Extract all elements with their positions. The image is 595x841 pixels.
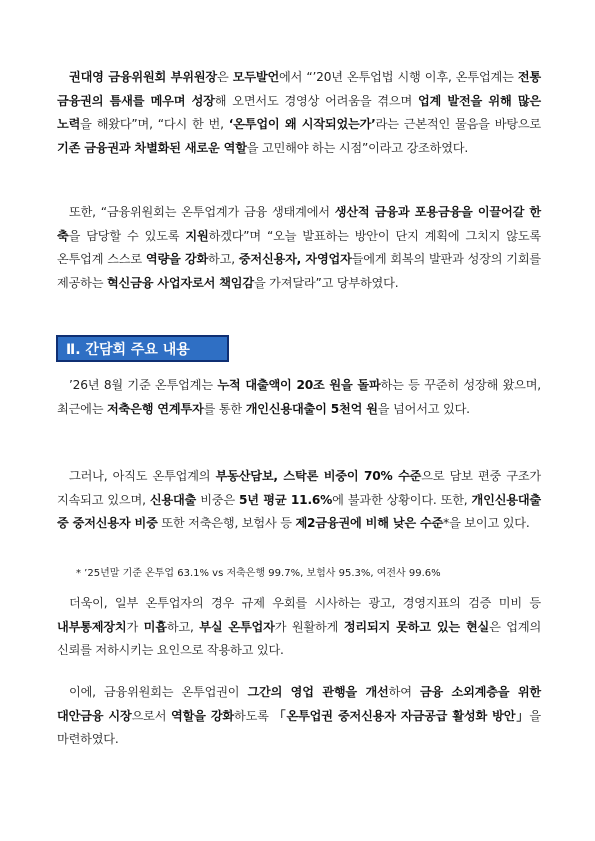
body-text: 를 통한 [203,401,246,416]
paragraph-collateral-concentration [57,465,541,536]
body-text: 하도록 [234,708,274,723]
body-text: 더욱이, 일부 온투업자의 경우 규제 우회를 시사하는 광고, 경영지표의 검증 미비 등 [69,596,541,610]
emphasis-text: 그간의 영업 관행을 개선 [247,685,389,699]
body-text: 을 넘어서고 있다. [377,401,470,416]
body-text: 라는 근본적인 물음을 바탕으로 [375,117,541,131]
emphasis-text: 혁신금융 사업자로서 책임감 [106,275,254,290]
emphasis-text: 「온투업권 중저신용자 자금공급 활성화 방안」 [273,708,530,723]
body-text: 비중은 [196,492,239,507]
emphasis-text: 부실 온투업자 [199,619,275,634]
emphasis-text: 제2금융권에 비해 낮은 수준 [295,516,444,530]
body-text: 을 마련하였다. [57,708,541,746]
body-text: 또한, “금융위원회는 온투업계가 금융 생태계에서 [69,205,335,219]
emphasis-text: 저축은행 연계투자 [106,401,204,416]
body-text: 을 고민해야 하는 시점”이라고 강조하였다. [246,140,469,155]
body-text: 을 해왔다”며, “다시 한 번, [80,117,229,131]
section-heading-box [56,335,229,362]
emphasis-text: 정리되지 못하고 있는 현실 [343,619,490,634]
paragraph-vice-chair-remarks [57,66,541,160]
emphasis-text: 미흡 [143,619,167,634]
emphasis-text: 역할을 강화 [171,708,235,723]
body-text: *을 보이고 있다. [443,516,530,530]
emphasis-text: 내부통제장치 [57,619,127,634]
footnote: * ’25년말 기준 온투업 63.1% vs 저축은행 99.7%, 보험사 95.3%, 여전사 99.6% [76,568,441,579]
paragraph-industry-growth [57,374,541,421]
emphasis-text: 전통 금융권의 틈새를 메우며 성장 [57,70,542,108]
body-text: 하여 [388,685,420,699]
paragraph-internal-control [57,592,541,663]
paragraph-support-request [57,201,541,295]
body-text: 은 업계의 신뢰를 저하시키는 요인으로 작용하고 있다. [57,619,542,657]
body-text: 을 담당할 수 있도록 [68,228,186,243]
body-text: 하고, [208,252,239,266]
body-text: 또한 저축은행, 보험사 등 [157,516,296,530]
body-text: 에서 “’20년 온투업법 시행 이후, 온투업계는 [279,70,518,84]
emphasis-text: 부동산담보, 스탁론 비중이 70% 수준 [215,469,422,483]
body-text: 에 불과한 상황이다. 또한, [332,492,472,507]
emphasis-text: 5년 평균 11.6% [239,492,333,507]
body-text: 이에, 금융위원회는 온투업권이 [69,685,248,699]
body-text: 을 가져달라”고 당부하였다. [253,275,399,290]
body-text: 가 [126,619,144,634]
paragraph-policy-measures [57,681,541,752]
emphasis-text: ‘온투업이 왜 시작되었는가’ [228,117,376,131]
emphasis-text: 지원 [185,228,209,243]
emphasis-text: 개인신용대출 중 중저신용자 비중 [57,492,541,530]
emphasis-text: 권대영 금융위원회 부위원장 [69,70,217,84]
emphasis-text: 모두발언 [232,70,280,84]
body-text: 으로 담보 편중 구조가 지속되고 있으며, [57,469,541,507]
body-text: 가 원활하게 [274,619,344,634]
section-heading: Ⅱ. 간담회 주요 내용 [66,341,190,358]
emphasis-text: 금융 소외계층을 위한 대안금융 시장 [57,685,541,723]
emphasis-text: 업계 발전을 위해 많은 노력 [57,93,541,131]
body-text: 들에게 회복의 발판과 성장의 기회를 제공하는 [57,252,541,290]
emphasis-text: 누적 대출액이 20조 원을 돌파 [217,378,381,392]
body-text: 으로서 [131,708,172,723]
body-text: 하겠다”며 “오늘 발표하는 방안이 단지 계획에 그치지 않도록 온투업계 스스로 [57,228,542,266]
emphasis-text: 생산적 금융과 포용금융을 이끌어갈 한 축 [57,205,541,243]
body-text: ’26년 8월 기준 온투업계는 [69,378,218,392]
body-text: 하는 등 꾸준히 성장해 왔으며, 최근에는 [57,378,541,416]
emphasis-text: 기존 금융권과 차별화된 새로운 역할 [57,140,247,155]
body-text: 해 오면서도 경영상 어려움을 겪으며 [214,93,418,108]
body-text: 하고, [166,619,200,634]
emphasis-text: 역량을 강화 [145,252,209,266]
emphasis-text: 신용대출 [149,492,197,507]
body-text: 그러나, 아직도 온투업계의 [69,469,216,483]
emphasis-text: 중저신용자, 자영업자 [238,252,352,266]
emphasis-text: 개인신용대출이 5천억 원 [245,401,378,416]
body-text: 은 [216,70,233,84]
